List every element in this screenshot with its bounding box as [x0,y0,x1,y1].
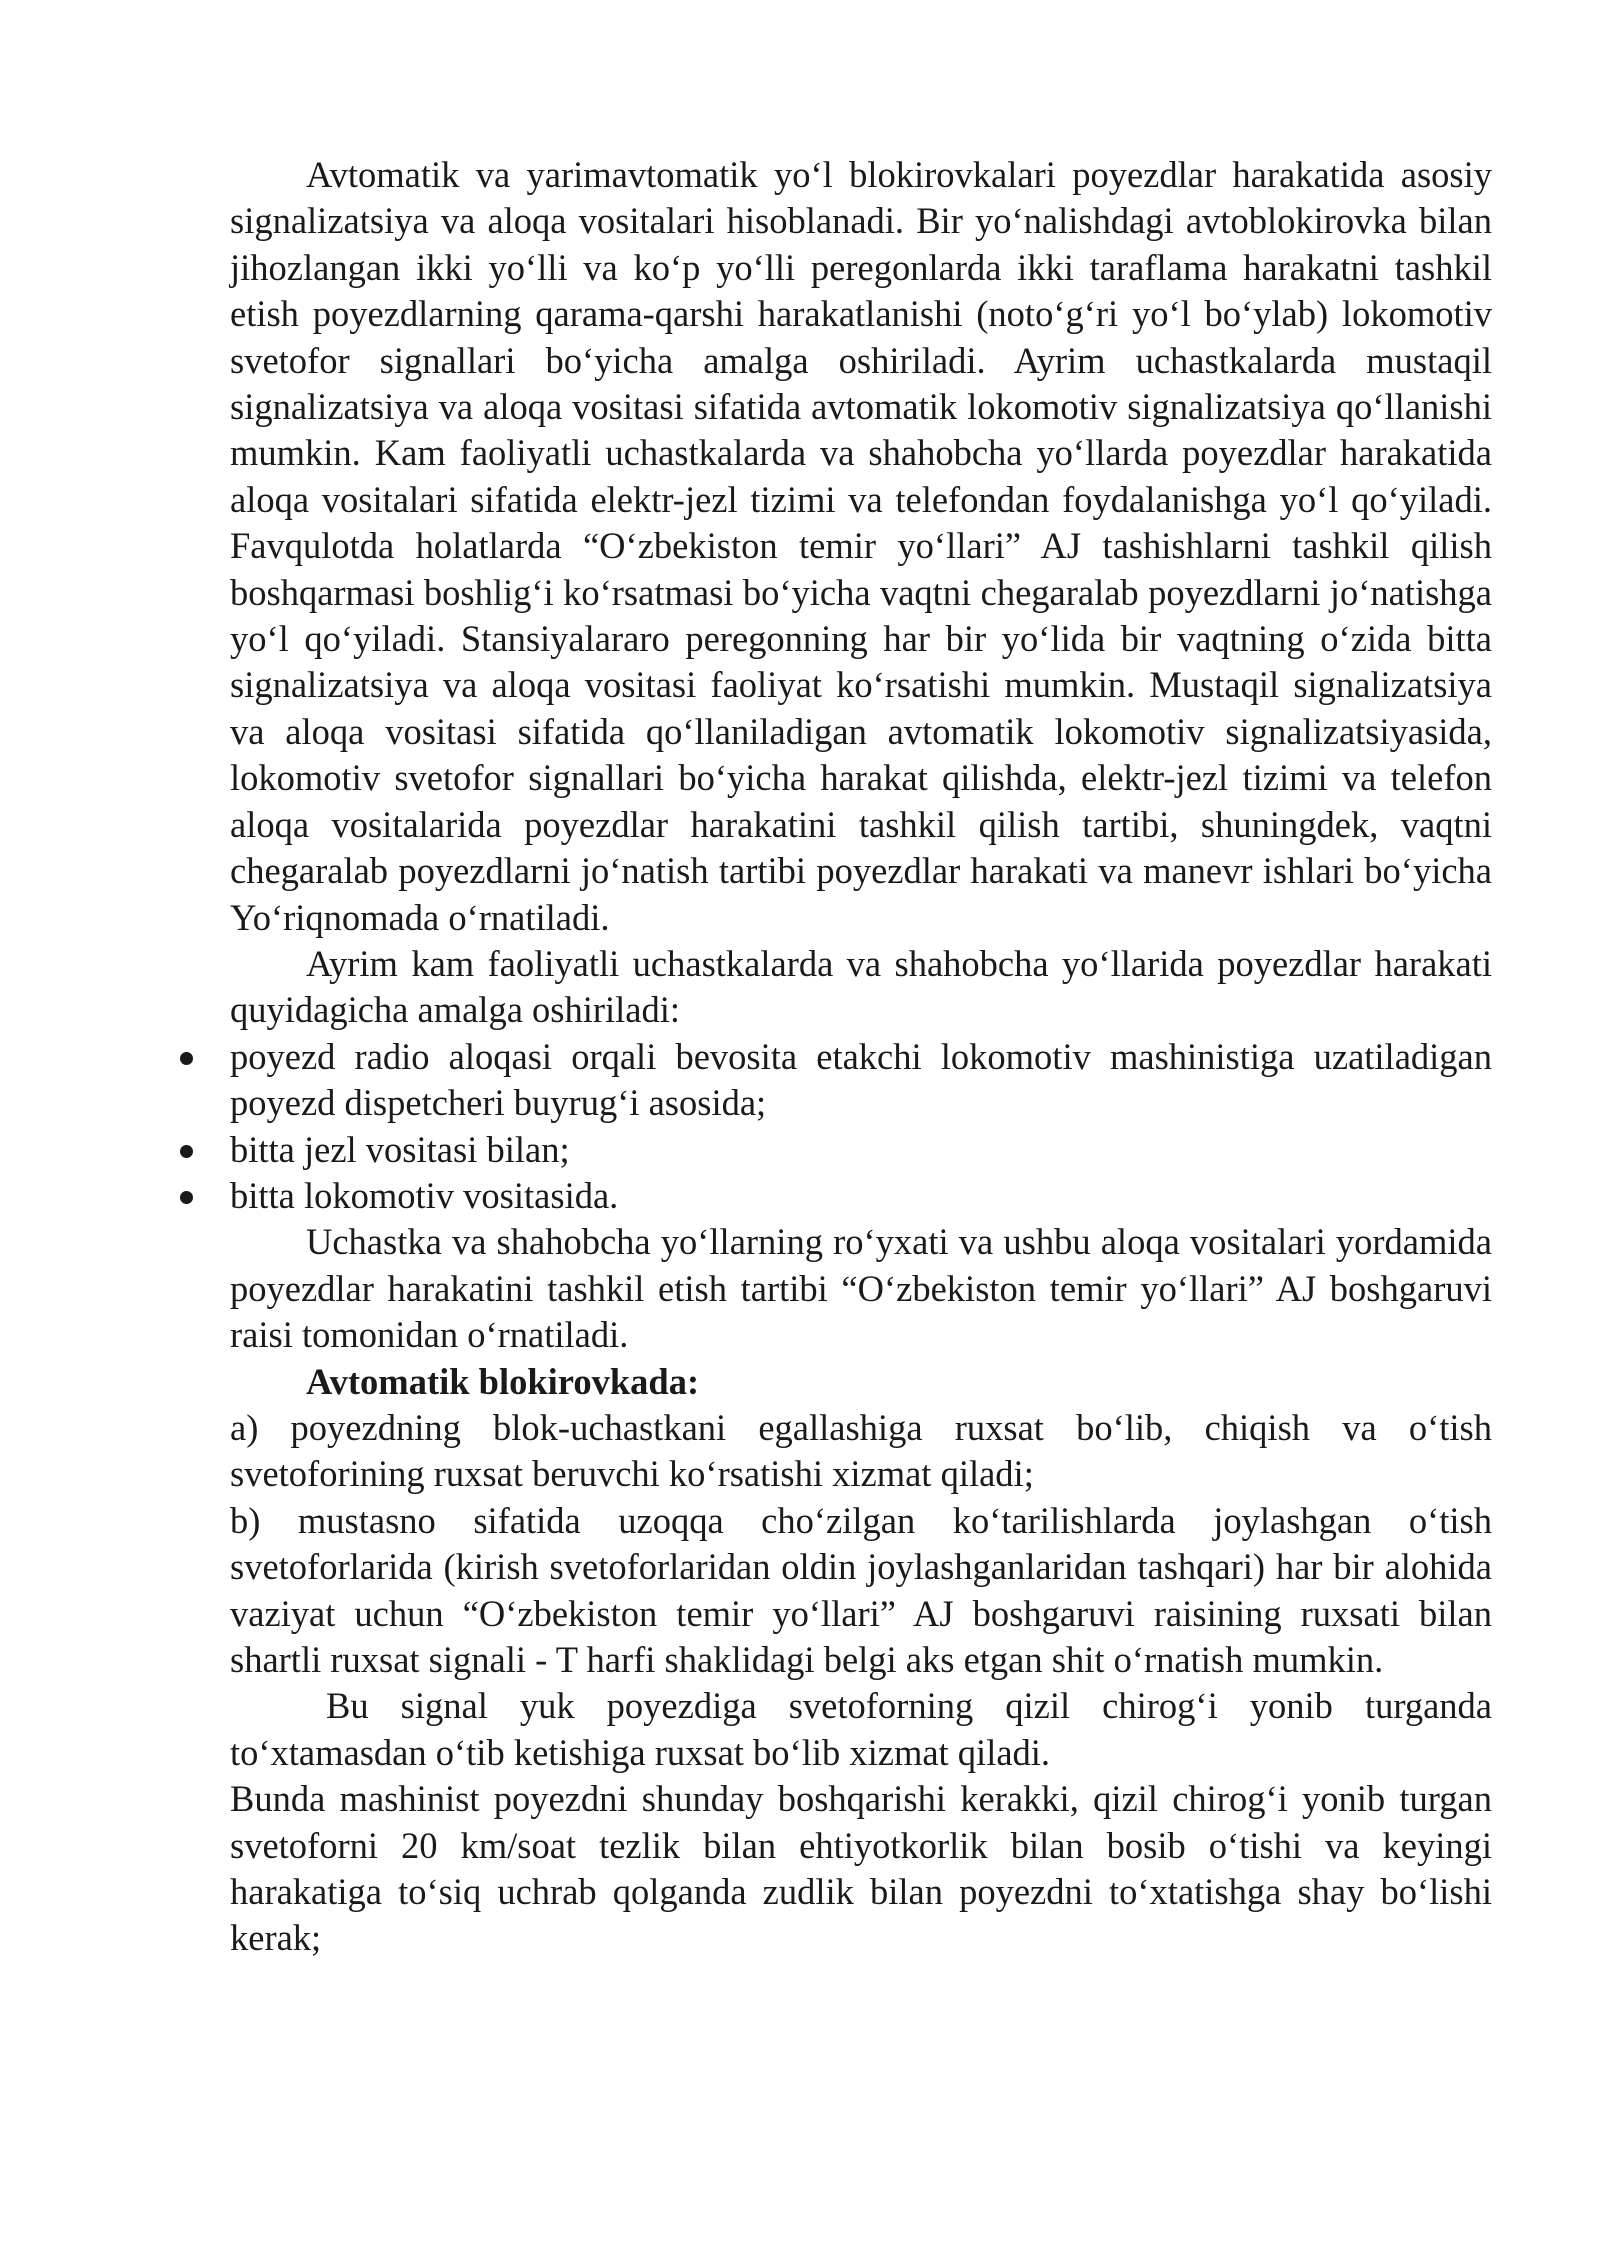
paragraph-driver: Bunda mashinist poyezdni shunday boshqarishi kerakki, qizil chirog‘i yonib turgan svetoforni 20 km/soat tezlik bilan ehtiyotkorlik bilan bosib o‘tishi va keyingi harakatiga to‘siq uchrab qolganda zudlik bilan poyezdni to‘xtatishga shay bo‘lishi kerak; [230,1778,1492,1959]
list-item-text: poyezd radio aloqasi orqali bevosita etakchi lokomotiv mashinistiga uzatiladigan poyezd dispetcheri buyrug‘i asosida; [230,1035,1492,1124]
paragraph-signal: Bu signal yuk poyezdiga svetoforning qizil chirog‘i yonib turganda to‘xtamasdan o‘tib ketishiga ruxsat bo‘lib xizmat qiladi. [230,1685,1492,1773]
list-item-text: bitta jezl vositasi bilan; [230,1128,570,1170]
item-a: a) poyezdning blok-uchastkani egallashiga ruxsat bo‘lib, chiqish va o‘tish svetoforining ruxsat beruvchi ko‘rsatishi xizmat qiladi; [230,1406,1492,1495]
bullet-icon [180,1191,193,1204]
list-item [230,1173,1492,1219]
section-heading: Avtomatik blokirovkada: [306,1360,700,1402]
list-item [230,1034,1492,1127]
paragraph-low-activity: Ayrim kam faoliyatli uchastkalarda va shahobcha yo‘llarida poyezdlar harakati quyidagicha amalga oshiriladi: [230,942,1492,1031]
paragraph-intro: Avtomatik va yarimavtomatik yo‘l blokirovkalari poyezdlar harakatida asosiy signalizatsiya va aloqa vositalari hisoblanadi. Bir yo‘nalishdagi avtoblokirovka bilan jihozlangan ikki yo‘lli va ko‘p yo‘lli peregonlarda ikki taraflama harakatni tashkil etish poyezdlarning qarama-qarshi harakatlanishi (noto‘g‘ri yo‘l bo‘ylab) lokomotiv svetofor signallari bo‘yicha amalga oshiriladi. Ayrim uchastkalarda mustaqil signalizatsiya va aloqa vositasi sifatida avtomatik lokomotiv signalizatsiya qo‘llanishi mumkin. Kam faoliyatli uchastkalarda va shahobcha yo‘llarda poyezdlar harakatida aloqa vositalari sifatida elektr-jezl tizimi va telefondan foydalanishga yo‘l qo‘yiladi. Favqulotda holatlarda “O‘zbekiston temir yo‘llari” AJ tashishlarni tashkil qilish boshqarmasi boshlig‘i ko‘rsatmasi bo‘yicha vaqtni chegaralab poyezdlarni jo‘natishga yo‘l qo‘yiladi. Stansiyalararo peregonning har bir yo‘lida bir vaqtning o‘zida bitta signalizatsiya va aloqa vositasi faoliyat ko‘rsatishi mumkin. Mustaqil signalizatsiya va aloqa vositasi sifatida qo‘llaniladigan avtomatik lokomotiv signalizatsiyasida, lokomotiv svetofor signallari bo‘yicha harakat qilishda, elektr-jezl tizimi va telefon aloqa vositalarida poyezdlar harakatini tashkil qilish tartibi, shuningdek, vaqtni chegaralab poyezdlarni jo‘natish tartibi poyezdlar harakati va manevr ishlari bo‘yicha Yo‘riqnomada o‘rnatiladi. [230,154,1492,938]
list-item [230,1127,1492,1173]
item-b: b) mustasno sifatida uzoqqa cho‘zilgan ko‘tarilishlarda joylashgan o‘tish svetoforlarida (kirish svetoforlaridan oldin joylashganlaridan tashqari) har bir alohida vaziyat uchun “O‘zbekiston temir yo‘llari” AJ boshgaruvi raisining ruxsati bilan shartli ruxsat signali - T harfi shaklidagi belgi aks etgan shit o‘rnatish mumkin. [230,1499,1492,1680]
bullet-icon [180,1145,193,1158]
list-item-text: bitta lokomotiv vositasida. [230,1174,619,1216]
document-page [230,152,1492,1962]
paragraph-sections-list: Uchastka va shahobcha yo‘llarning ro‘yxati va ushbu aloqa vositalari yordamida poyezdlar harakatini tashkil etish tartibi “O‘zbekiston temir yo‘llari” AJ boshgaruvi raisi tomonidan o‘rnatiladi. [230,1221,1492,1356]
bullet-icon [180,1052,193,1065]
bullet-list [230,1034,1492,1220]
